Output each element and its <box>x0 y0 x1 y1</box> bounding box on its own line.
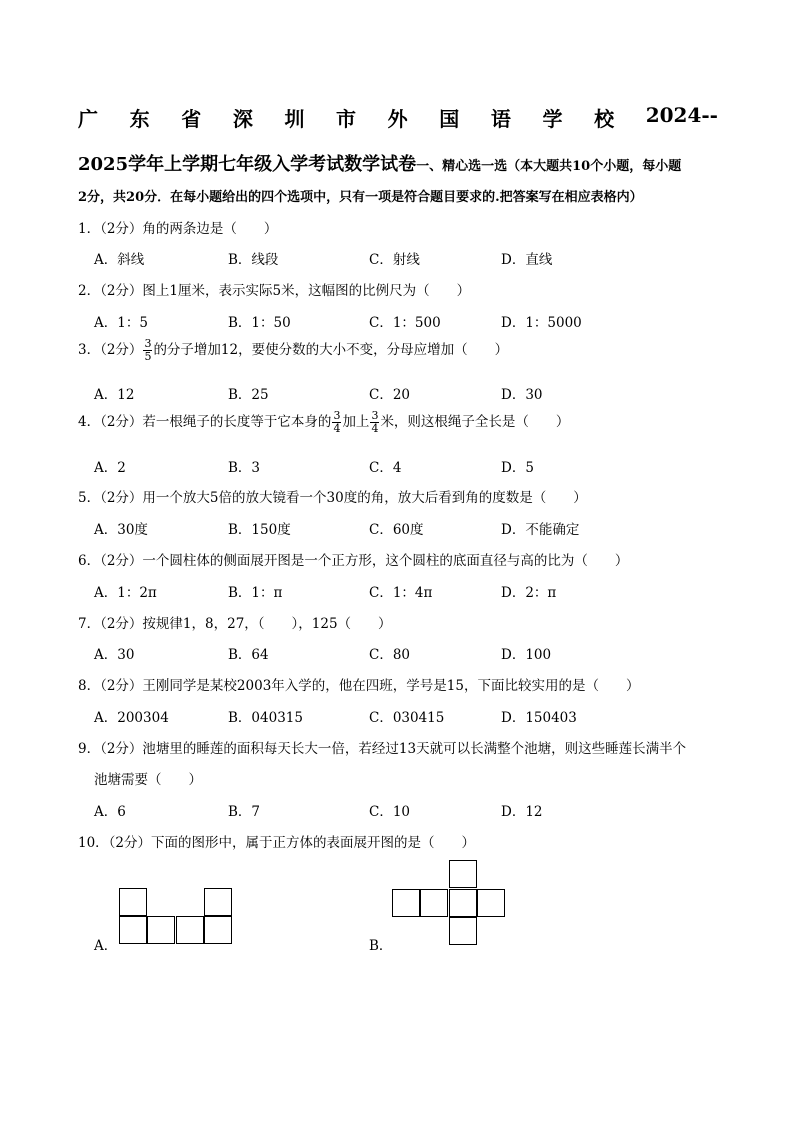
question-7-option-c: C．80 <box>369 647 411 663</box>
title-char: 外 <box>387 107 408 131</box>
question-4-option-d: D．5 <box>501 460 534 476</box>
title-main: 2025学年上学期七年级入学考试数学试卷 <box>78 154 417 175</box>
fraction: $\frac{3}{4}$ <box>371 409 379 435</box>
net-square <box>147 916 175 944</box>
title-char: 省 <box>181 107 202 131</box>
question-8-option-d: D．150403 <box>501 710 577 726</box>
title-char: 广 <box>78 107 98 131</box>
question-8-option-a: A．200304 <box>94 710 169 726</box>
section-heading: 一、精心选一选（本大题共10个小题，每小题 <box>416 159 682 174</box>
title-char: 圳 <box>284 107 305 131</box>
question-10-option-a-label: A． <box>94 938 118 954</box>
question-3-option-b: B．25 <box>228 387 269 403</box>
question-3-option-d: D．30 <box>501 387 543 403</box>
question-9-stem-continued: 池塘需要（ ） <box>94 772 202 788</box>
question-4-option-c: C．4 <box>369 460 402 476</box>
net-square <box>176 916 204 944</box>
question-1-stem: 1．（2分）角的两条边是（ ） <box>78 221 278 237</box>
title-line-1 <box>78 103 718 132</box>
question-10-option-b-label: B． <box>369 938 393 954</box>
title-char: 深 <box>232 107 253 131</box>
question-2-option-d: D．1：5000 <box>501 315 582 331</box>
question-8-option-b: B．040315 <box>228 710 303 726</box>
question-8-stem: 8．（2分）王刚同学是某校2003年入学的，他在四班，学号是15，下面比较实用的是（ ） <box>78 678 640 694</box>
net-square <box>449 889 477 917</box>
net-square <box>204 916 232 944</box>
question-6-option-d: D．2：π <box>501 585 557 601</box>
question-5-option-a: A．30度 <box>94 522 148 538</box>
question-2-option-b: B．1：50 <box>228 315 291 331</box>
question-7-option-b: B．64 <box>228 647 269 663</box>
title-char: 东 <box>129 107 150 131</box>
question-4-option-b: B．3 <box>228 460 261 476</box>
question-6-option-a: A．1：2π <box>94 585 157 601</box>
title-char: 2024-- <box>645 103 718 127</box>
net-square <box>420 889 448 917</box>
question-4-stem: 4．（2分）若一根绳子的长度等于它本身的 $\frac{3}{4}$ 加上 $\frac{3}{4}$ 米，则这根绳子全长是（ ） <box>78 409 570 435</box>
section-instructions: 2分，共20分．在每小题给出的四个选项中，只有一项是符合题目要求的.把答案写在相应表格内） <box>78 190 643 205</box>
net-square <box>477 889 505 917</box>
question-7-option-a: A．30 <box>94 647 135 663</box>
title-char: 语 <box>490 107 511 131</box>
question-9-stem: 9．（2分）池塘里的睡莲的面积每天长大一倍，若经过13天就可以长满整个池塘，则这些睡莲长满半个 <box>78 741 687 757</box>
question-7-option-d: D．100 <box>501 647 552 663</box>
question-5-option-d: D．不能确定 <box>501 522 580 538</box>
question-3-option-c: C．20 <box>369 387 411 403</box>
net-square <box>449 860 477 888</box>
question-9-option-d: D．12 <box>501 804 543 820</box>
question-3-stem: 3．（2分） $\frac{3}{5}$ 的分子增加12，要使分数的大小不变，分母应增加（ ） <box>78 337 509 363</box>
question-10-stem: 10．（2分）下面的图形中，属于正方体的表面展开图的是（ ） <box>78 835 476 851</box>
question-1-option-a: A．斜线 <box>94 252 145 268</box>
question-6-stem: 6．（2分）一个圆柱体的侧面展开图是一个正方形，这个圆柱的底面直径与高的比为（ ） <box>78 553 629 569</box>
question-5-option-b: B．150度 <box>228 522 291 538</box>
title-char: 国 <box>439 107 460 131</box>
net-square <box>449 917 477 945</box>
question-1-option-c: C．射线 <box>369 252 420 268</box>
question-9-option-c: C．10 <box>369 804 411 820</box>
question-4-option-a: A．2 <box>94 460 126 476</box>
cube-net-a <box>119 888 233 945</box>
question-2-option-c: C．1：500 <box>369 315 441 331</box>
question-3-option-a: A．12 <box>94 387 135 403</box>
title-char: 市 <box>336 107 357 131</box>
title-line-2 <box>78 150 681 176</box>
net-square <box>204 888 232 916</box>
question-9-option-b: B．7 <box>228 804 261 820</box>
question-5-stem: 5．（2分）用一个放大5倍的放大镜看一个30度的角，放大后看到角的度数是（ ） <box>78 490 587 506</box>
question-7-stem: 7．（2分）按规律1，8，27，（ ），125（ ） <box>78 616 392 632</box>
question-1-option-d: D．直线 <box>501 252 553 268</box>
question-2-stem: 2．（2分）图上1厘米，表示实际5米，这幅图的比例尺为（ ） <box>78 283 471 299</box>
question-8-option-c: C．030415 <box>369 710 445 726</box>
cube-net-b <box>392 860 506 946</box>
net-square <box>119 916 147 944</box>
net-square <box>392 889 420 917</box>
question-5-option-c: C．60度 <box>369 522 424 538</box>
fraction: $\frac{3}{4}$ <box>333 409 341 435</box>
question-1-option-b: B．线段 <box>228 252 279 268</box>
question-2-option-a: A．1：5 <box>94 315 148 331</box>
fraction: $\frac{3}{5}$ <box>144 337 152 363</box>
question-6-option-c: C．1：4π <box>369 585 433 601</box>
net-square <box>119 888 147 916</box>
question-6-option-b: B．1：π <box>228 585 283 601</box>
title-char: 学 <box>542 107 563 131</box>
title-char: 校 <box>594 107 615 131</box>
question-9-option-a: A．6 <box>94 804 126 820</box>
